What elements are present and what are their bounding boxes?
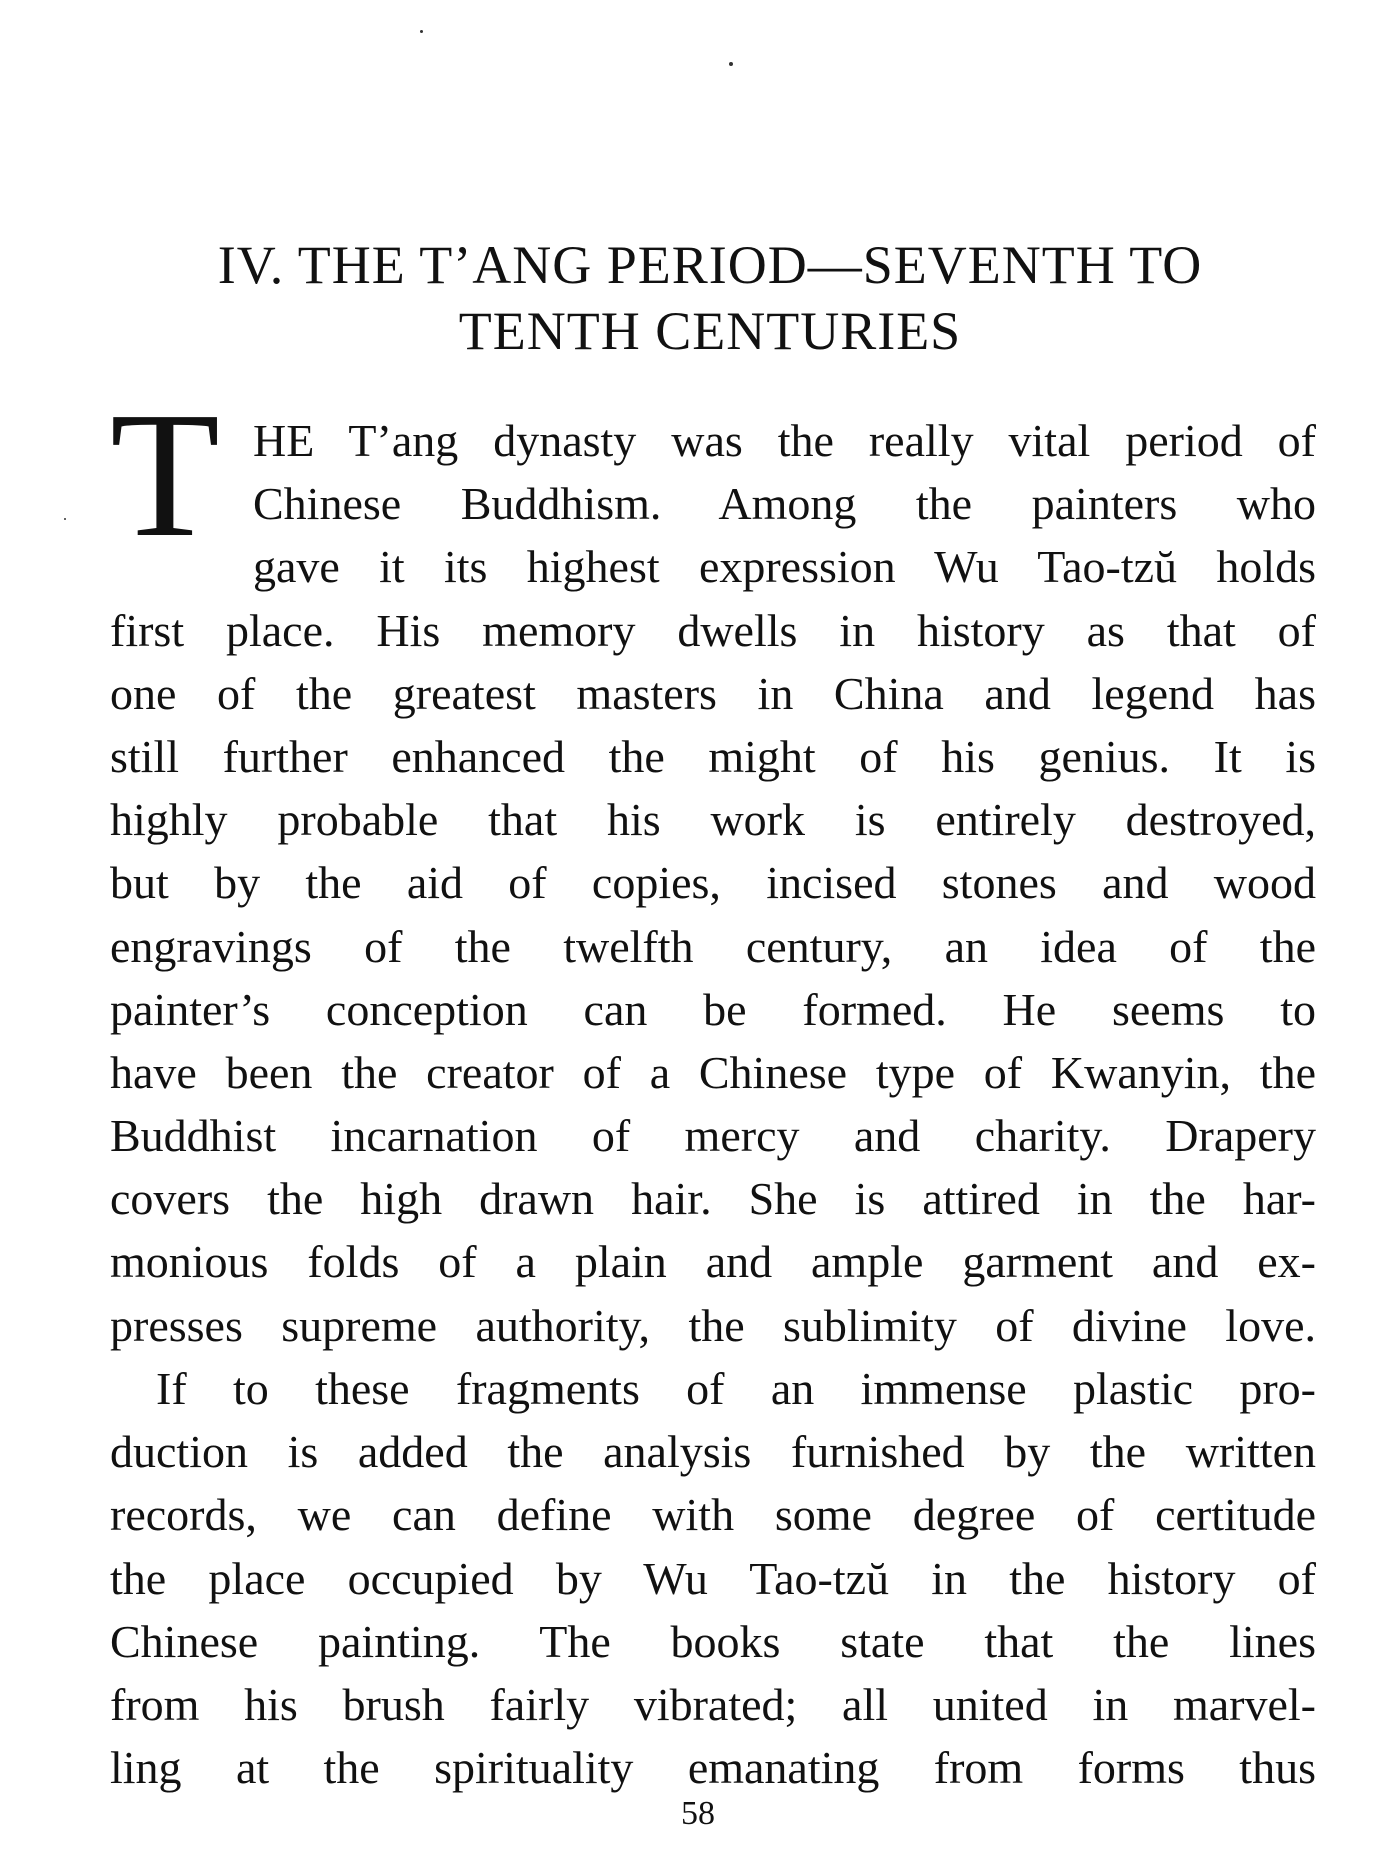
chapter-heading-line-2: TENTH CENTURIES xyxy=(458,301,962,361)
text-line: Buddhist incarnation of mercy and charity. Drapery xyxy=(110,1110,1316,1162)
print-speck xyxy=(420,30,423,33)
chapter-heading xyxy=(110,232,1310,364)
page-number: 58 xyxy=(681,1795,715,1832)
text-line: HE T’ang dynasty was the really vital period of xyxy=(253,415,1316,466)
paragraph-2 xyxy=(110,1357,1316,1799)
text-line: records, we can define with some degree of certitude xyxy=(110,1489,1316,1541)
chapter-heading-line-1: IV. THE T’ANG PERIOD—SEVENTH TO xyxy=(217,235,1203,295)
text-line: highly probable that his work is entirely destroyed, xyxy=(110,794,1316,846)
text-line: still further enhanced the might of his genius. It is xyxy=(110,730,1316,782)
text-line: the place occupied by Wu Tao-tzŭ in the history of xyxy=(110,1552,1316,1604)
drop-cap: T xyxy=(110,375,220,574)
text-line: Chinese painting. The books state that the lines xyxy=(110,1615,1316,1667)
text-line: If to these fragments of an immense plastic pro- xyxy=(156,1363,1316,1414)
text-line: gave it its highest expression Wu Tao-tzŭ holds xyxy=(253,541,1316,593)
print-speck xyxy=(729,62,733,66)
text-line: ling at the spirituality emanating from forms thus xyxy=(110,1742,1316,1794)
paragraph-1-opening xyxy=(253,409,1316,599)
text-line: have been the creator of a Chinese type of Kwanyin, the xyxy=(110,1046,1316,1098)
text-line: one of the greatest masters in China and legend has xyxy=(110,667,1316,719)
print-speck xyxy=(64,518,66,520)
text-line: first place. His memory dwells in history as that of xyxy=(110,604,1316,656)
text-line: monious folds of a plain and ample garment and ex- xyxy=(110,1236,1316,1288)
text-line: Chinese Buddhism. Among the painters who xyxy=(253,478,1316,530)
text-line: but by the aid of copies, incised stones and wood xyxy=(110,857,1316,909)
text-line: covers the high drawn hair. She is attired in the har- xyxy=(110,1173,1316,1225)
text-line: presses supreme authority, the sublimity of divine love. xyxy=(110,1299,1316,1351)
text-line: duction is added the analysis furnished by the written xyxy=(110,1426,1316,1478)
paragraph-1-body xyxy=(110,599,1316,1357)
text-line: painter’s conception can be formed. He seems to xyxy=(110,983,1316,1035)
text-line: engravings of the twelfth century, an idea of the xyxy=(110,920,1316,972)
text-line: from his brush fairly vibrated; all united in marvel- xyxy=(110,1678,1316,1730)
